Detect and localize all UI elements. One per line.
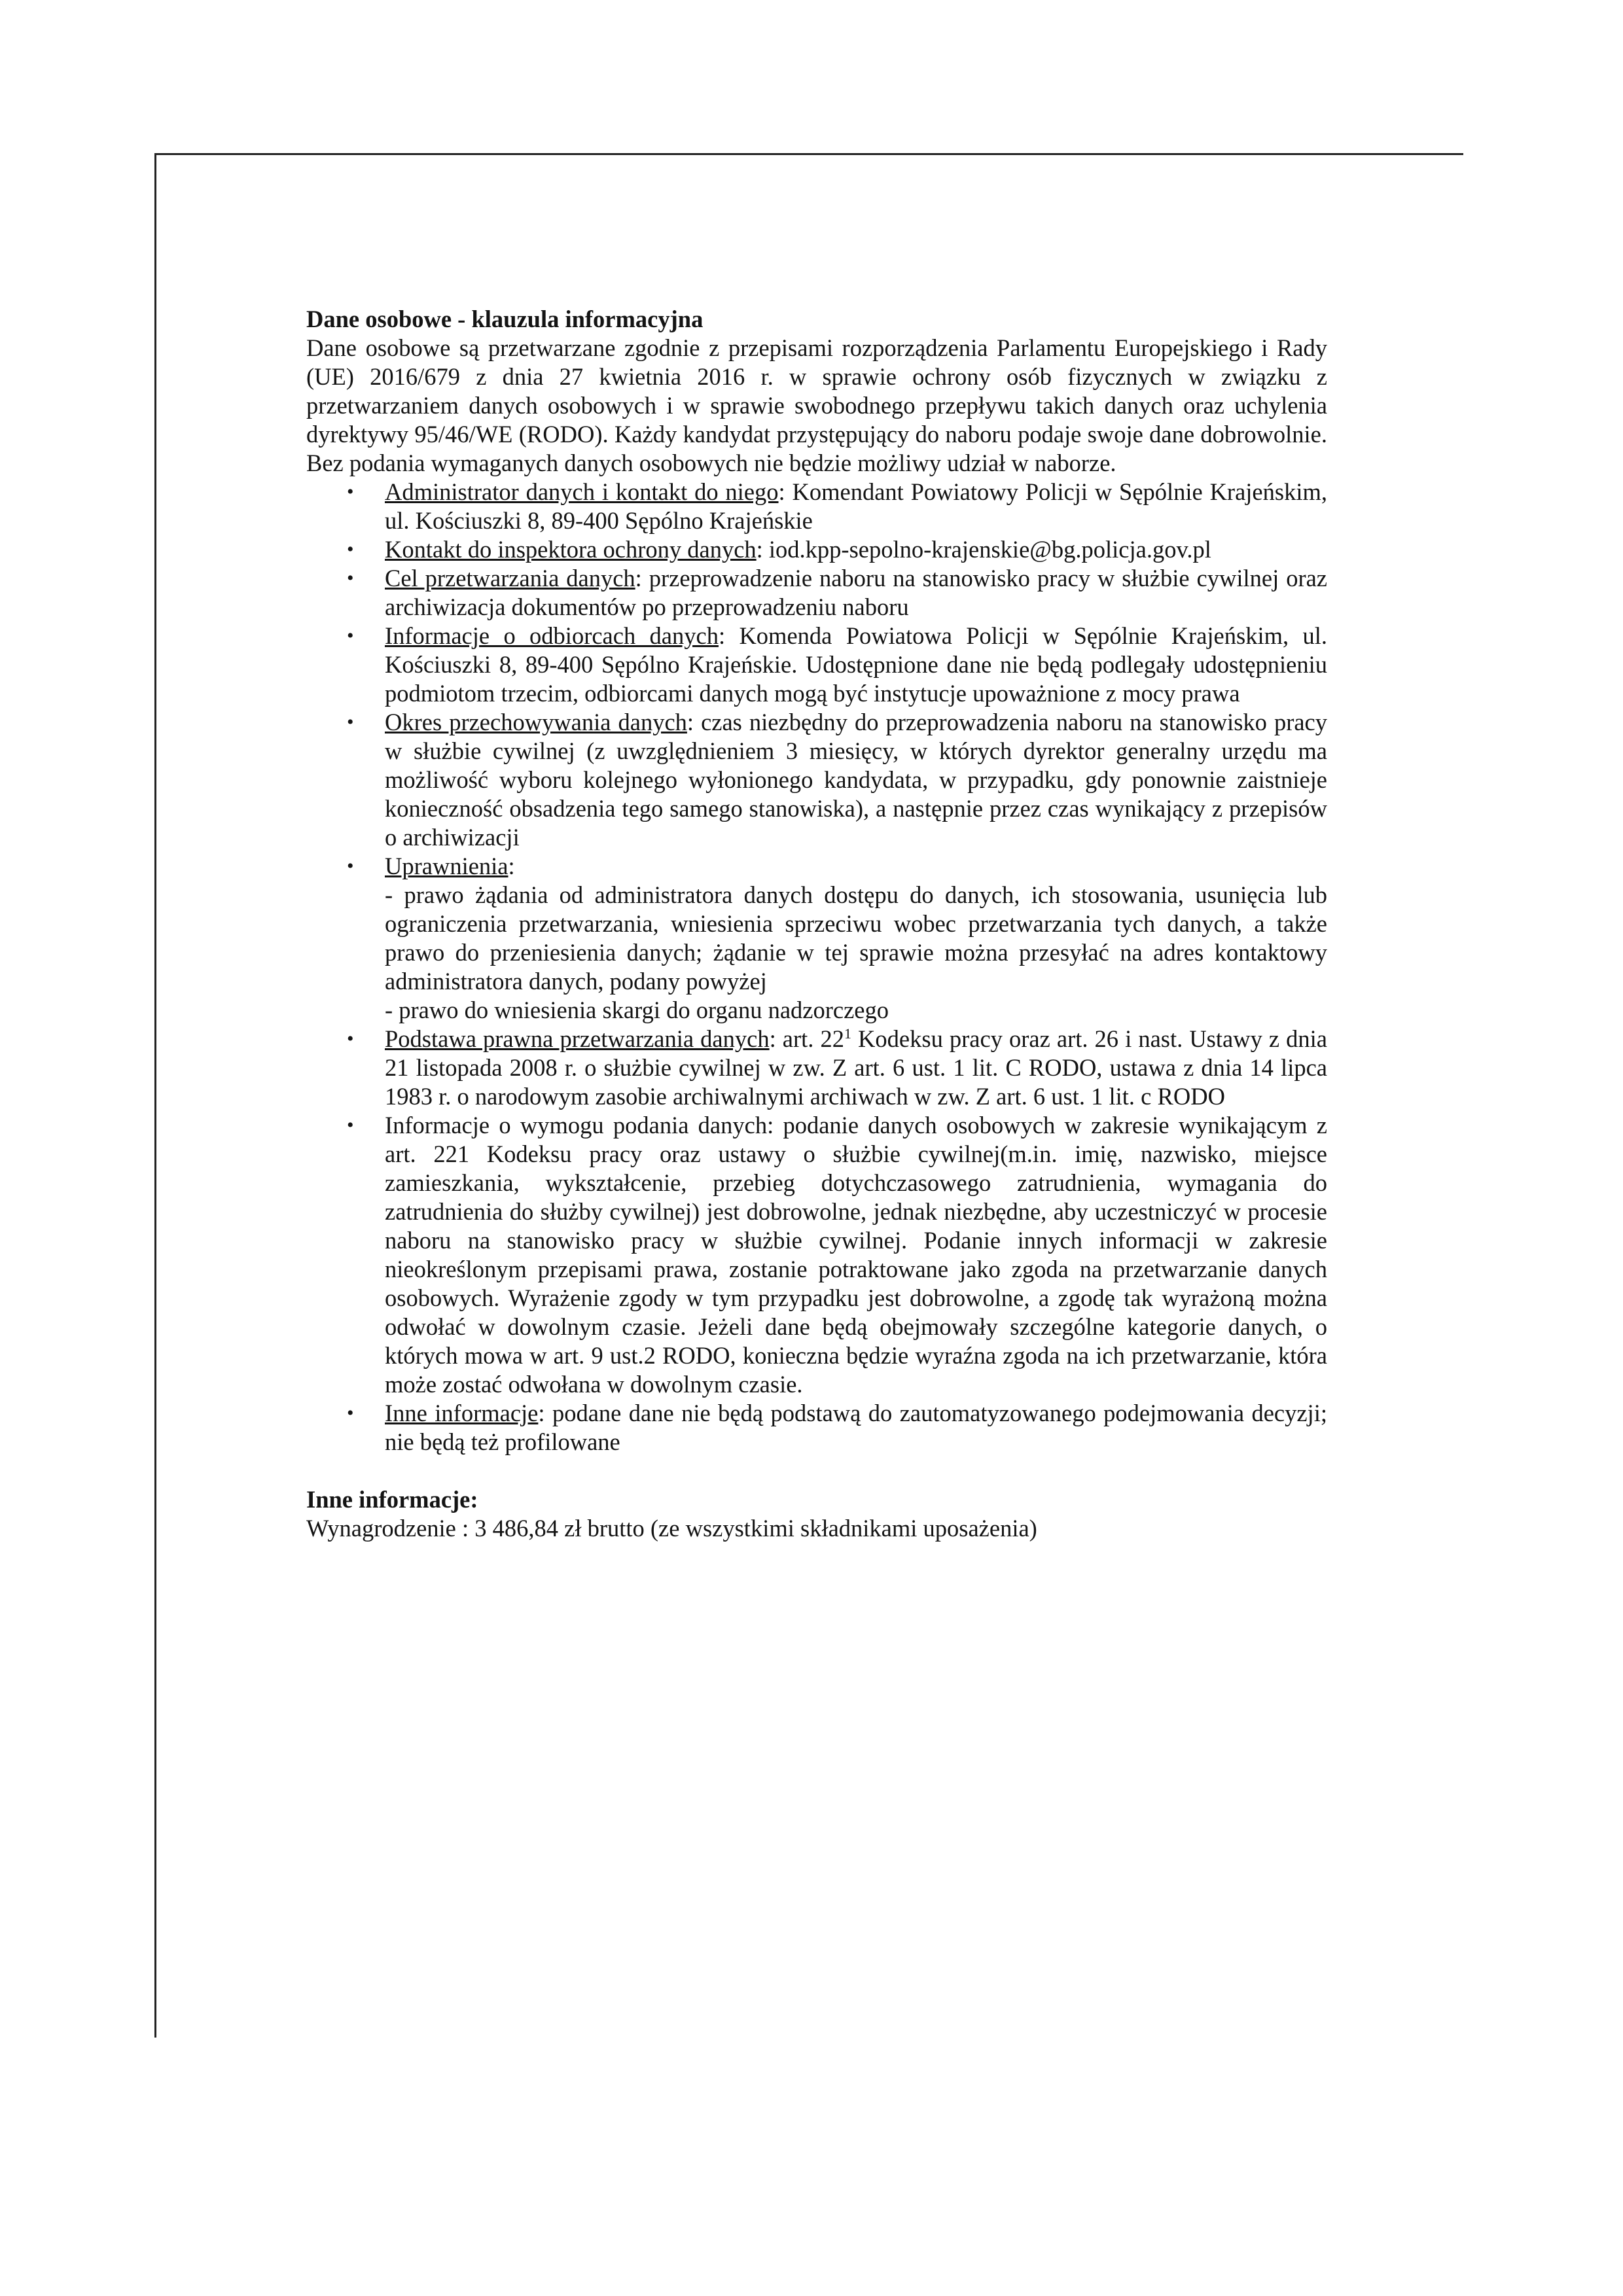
clause-administrator [306,478,1327,535]
clause-inspector-contact [306,535,1327,564]
salary-line: Wynagrodzenie : 3 486,84 zł brutto (ze wszystkimi składnikami uposażenia) [306,1515,1037,1542]
document-body [306,305,1327,1543]
rights-line-access: - prawo żądania od administratora danych dostępu do danych, ich stosowania, usunięcia lub ograniczenia przetwarzania, wniesienia sprzeciwu wobec przetwarzania tych danych, a także prawo do przeniesienia danych; żądanie w tej sprawie można przesyłać na adres kontaktowy administratora danych, podany powyżej [385,881,1327,995]
clause-recipients [306,622,1327,708]
clause-text-b: Kodeksu pracy oraz art. 26 i nast. Ustawy z dnia 21 listopada 2008 r. o służbie cywilnej w zw. Z art. 6 ust. 1 lit. C RODO, ustawa z dnia 14 lipca 1983 r. o narodowym zasobie archiwalnymi archiwach w zw. Z art. 6 ust. 1 lit. c RODO [385,1025,1328,1110]
clause-title: Okres przechowywania danych [385,709,687,735]
bullet-icon: • [347,1114,354,1136]
bullet-icon: • [347,1402,354,1424]
bullet-icon: • [347,711,354,733]
clause-title: Inne informacje [385,1400,539,1426]
clause-legal-basis [306,1025,1327,1111]
clause-text: : [508,853,515,879]
bullet-icon: • [347,855,354,877]
clause-text: Informacje o wymogu podania danych: podanie danych osobowych w zakresie wynikającym z art. 221 Kodeksu pracy oraz ustawy o służbie cywilnej(m.in. imię, nazwisko, miejsce zamieszkania, wykształcenie, przebieg dotychczasowego zatrudnienia, wymagania do zatrudnienia do służby cywilnej) jest dobrowolne, jednak niezbędne, aby uczestniczyć w procesie naboru na stanowisko pracy w służbie cywilnej. Podanie innych informacji w zakresie nieokreślonym przepisami prawa, zostanie potraktowane jako zgoda na przetwarzanie danych osobowych. Wyrażenie zgody w tym przypadku jest dobrowolne, a zgodę tak wyrażoną można odwołać w dowolnym czasie. Jeżeli dane będą obejmowały szczególne kategorie danych, o których mowa w art. 9 ust.2 RODO, konieczna będzie wyraźna zgoda na ich przetwarzanie, która może zostać odwołana w dowolnym czasie. [385,1112,1327,1398]
clause-title: Uprawnienia [385,853,508,879]
clause-text: : przeprowadzenie naboru na stanowisko pracy w służbie cywilnej oraz archiwizacja dokumentów po przeprowadzeniu naboru [385,565,1327,620]
clause-title: Informacje o odbiorcach danych [385,622,719,649]
clause-text: : podane dane nie będą podstawą do zautomatyzowanego podejmowania decyzji; nie będą też profilowane [385,1400,1327,1455]
clause-text: : Komendant Powiatowy Policji w Sępólnie Krajeńskim, ul. Kościuszki 8, 89-400 Sępólno Krajeńskie [385,478,1327,534]
clause-title: Podstawa prawna przetwarzania danych [385,1025,770,1052]
bullet-icon: • [347,567,354,589]
section-heading: Dane osobowe - klauzula informacyjna [306,306,704,332]
page-frame-top-line [154,153,1463,155]
page-frame-left-line [154,153,156,2038]
clause-retention-period [306,708,1327,852]
clause-text: : Komenda Powiatowa Policji w Sępólnie Krajeńskim, ul. Kościuszki 8, 89-400 Sępólno Krajeńskie. Udostępnione dane nie będą podlegały udostępnieniu podmiotom trzecim, odbiorcami danych mogą być instytucje upoważnione z mocy prawa [385,622,1327,707]
clause-text-a: : art. 22 [769,1025,844,1052]
rights-line-complaint: - prawo do wniesienia skargi do organu nadzorczego [385,997,889,1023]
other-info-block [306,1485,1327,1543]
clause-title: Kontakt do inspektora ochrony danych [385,536,757,563]
bullet-icon: • [347,539,354,560]
bullet-icon: • [347,481,354,503]
other-info-heading: Inne informacje: [306,1486,478,1513]
bullet-icon: • [347,1028,354,1050]
clause-purpose [306,564,1327,622]
clause-other [306,1399,1327,1457]
clause-rights [306,852,1327,1025]
clause-text: : iod.kpp-sepolno-krajenskie@bg.policja.gov.pl [756,536,1211,563]
bullet-icon: • [347,625,354,646]
clause-text: : czas niezbędny do przeprowadzenia naboru na stanowisko pracy w służbie cywilnej (z uwzględnieniem 3 miesięcy, w których dyrektor generalny urzędu ma możliwość wyboru kolejnego wyłonionego kandydata, w przypadku, gdy ponownie zaistnieje konieczność obsadzenia tego samego stanowiska), a następnie przez czas wynikający z przepisów o archiwizacji [385,709,1327,851]
superscript: 1 [844,1025,851,1042]
clause-title: Cel przetwarzania danych [385,565,635,592]
clause-requirement [306,1111,1327,1399]
clause-list [306,478,1327,1457]
clause-title: Administrator danych i kontakt do niego [385,478,779,505]
intro-paragraph: Dane osobowe są przetwarzane zgodnie z przepisami rozporządzenia Parlamentu Europejskiego i Rady (UE) 2016/679 z dnia 27 kwietnia 2016 r. w sprawie ochrony osób fizycznych w związku z przetwarzaniem danych osobowych i w sprawie swobodnego przepływu takich danych oraz uchylenia dyrektywy 95/46/WE (RODO). Każdy kandydat przystępujący do naboru podaje swoje dane dobrowolnie. Bez podania wymaganych danych osobowych nie będzie możliwy udział w naborze. [306,334,1327,476]
